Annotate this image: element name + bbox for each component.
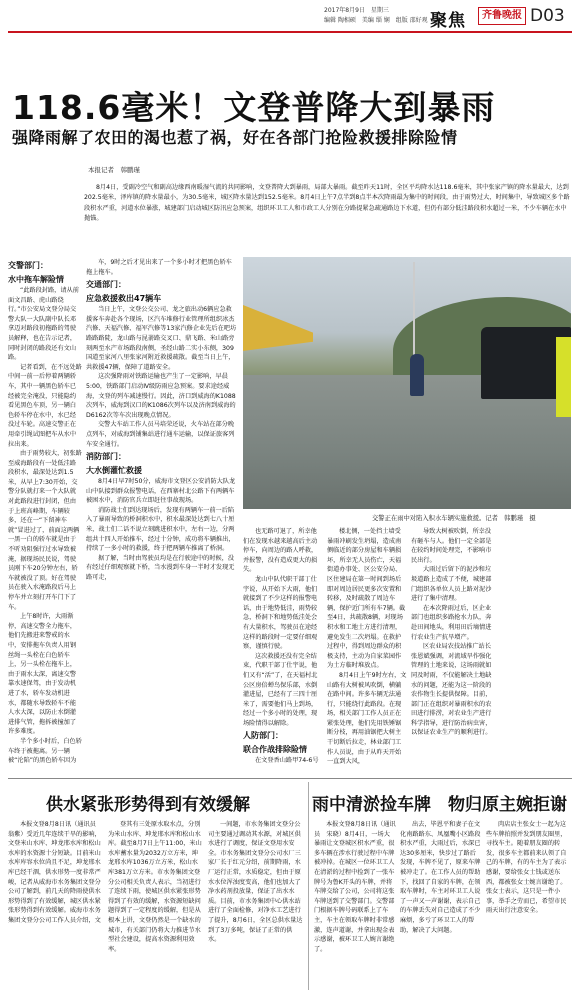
paragraph: 上午8时许，大雨渐停，高速交警全力拖车，他们先搬进来警戒的水中，安排拖车负责人用钢丝绳一头栓在白色轿车上，另一头栓在拖车上，由于雨水太深，离速交警靠水速保驾，由于发动机进了水，轿车发动机进水，都随水导致轿车不能人水大深，以防止水倒灌进排气管，拖拆被撞加了许多难度。 [8, 613, 77, 736]
section-heading: 消防部门： [86, 452, 126, 462]
paragraph: 由于雨势较大，初张路至威海路段有一处低洼路段积水，最深处达到1.5米，从早上7:30开始，交警分队就打来一个大队就对此路段进行封闭，但由于上班高峰期，车辆较多，还在一“下留神车就”冒进过了，前面这两辆一黑一白的轿车就是由于不听劝阻强行过水导致被淹，据现场民民说，驾驶员刚下车20分钟左右，轿车就被没了顶。好在驾驶员在驶入水淹路段后马上停车并立刻打开车门下了车。 [8, 450, 82, 611]
paragraph: 出去，毕恩平和妻子在文化南路路东、凤凰嘴小区路段积水严重，大雨过后，水深已达30多厘米，快步过了路后发现，车牌不见了，原来车牌被冲走了。在工作人员的帮助下，找回了自家的车牌，在领取车牌时，车主对环卫工人说了一声又一声谢谢，表示自己的车牌丢失对自己造成了不少麻烦，多亏了环卫工人的帮助，解决了大问题。 [400, 821, 481, 934]
photo-officer-vest [556, 337, 571, 417]
paragraph: 这次救援还没有完全结束，代职干部丁仕宇说，他们又有“活”了，在天福村北公区房倍蝉鸟保乐部，水倒灌进屋，已经有了三四十厘米了，需要他们马上到场，经过一个多小时的处理，现场险情得以解除。 [243, 652, 318, 727]
page-number: D03 [530, 6, 565, 26]
plate-article-col-3 [486, 820, 572, 990]
paragraph: 区农业局农技站推广站长张恩斌强调，对流域旱作强化管理的土地来说，这场雨就如同及时雨，不仅能解决土地缺水的问题，还能为这一阶段的农作物生长提供保障。目前，部门正在组织对暴雨积水的农田进行排涝，对农业生产进行科学指导，进行防治病虫害，以保证农业生产的顺利进行。 [411, 643, 492, 737]
paragraph: 据了解，当时由驾驶员均是在行驶途中的时候，没有经过仔细观察就下桥，当水漫到车身一半时才发现无路可走， [86, 554, 235, 582]
article-column-5 [411, 527, 493, 767]
lead-paragraph: 8月4日，受副冷空气和副高边缘西南暖湿气流的共同影响，文登普降大到暴雨，局部大暴雨。截至昨天11时，全区平均降水达118.6毫米，其中张家产镇的降水量最大，达到202.5毫米，泽库镇的降水量最小，为30.5毫米，城区降水量达到152.5毫米。8月4日上午7点半到8点半本次降雨最为集中的时间段，由于雨势过大，时间集中，导致城区多个路段积水严重，河道水位暴涨，城建部门启动城区防汛应急预案，组织环卫工人和市政工人分别在分路提紧急疏通路边下水道，但仍有部分低洼路段积水超过一米，不少车辆在水中抛锚。 [84, 184, 570, 223]
section-heading: 交通部门： [86, 280, 126, 290]
photo-caption: 交警正在雨中对陷入积水车辆实施救援。记者 韩鹏瑾 摄 [372, 515, 536, 522]
headline: 118.6毫米！文登普降大到暴雨 [12, 88, 496, 127]
water-article-col-3 [208, 820, 304, 990]
paragraph: 登其有三处原水取水点，分别为米山水库、坤龙邢水库和松山水库。截至8月7日上午11:00，米山水库蓄水量为2032万立方米，坤龙邢水库1036万立方米，松山水库381万立方米。市水务集团文登分公司相关负责人表示，当初进行了连续下雨，使城区供水紧张形势得到了有效的缓解，水资源短缺问题得到了一定程度的缓解，但是从根本上讲，文登仍然是一个缺水的城市，有关部门仍将大力推进节水型社会建设，提高水资源利用效率。 [108, 821, 202, 953]
photo-person [410, 354, 424, 396]
paragraph: 8月4日早7时50分，威海市文登区公安消防大队龙山中队接到群众报警电话，在西寨村北公路下有两辆车被困水中，消防官兵立即赶往事故现场。 [86, 478, 236, 505]
editor-credits: 编辑 陶相硕 美编 缁 娴 组版 邵好观 [324, 17, 428, 24]
header-rule [8, 31, 572, 33]
section-heading: 大水倒灌忙救援 [86, 466, 142, 476]
plate-article-col-1 [314, 820, 396, 990]
section-heading: 水中拖车解险情 [8, 275, 64, 284]
article-column-2 [86, 258, 238, 764]
section-heading: 应急救援救出47辆车 [86, 294, 162, 304]
water-article-col-2 [108, 820, 204, 990]
plate-article-col-2 [400, 820, 482, 990]
paragraph: 楼北侧，一处挡土墙受暴雨冲刷发生坍塌，造成南侧临近的部分房屋和车辆损坏，所幸无人员伤亡，天福街道办事处、区公安分局、区住建局在第一时间到场后即对周边居民更多次安置和转移，及时疏散了周边车辆，保护近门所有车7辆。截至4日，共疏散8辆，对现场积水和工地土方进行清理，避免发生二次坍塌。在救护过程中，得到周边群众的积极支持，主动为自家菜园作为土方临时堆放点。 [327, 528, 406, 670]
section-heading: 联合作战排除险情 [243, 745, 307, 755]
photo-awning [243, 305, 313, 351]
section-divider [8, 778, 572, 779]
paragraph: 一间题，市水务集团文登分公司主要通过调动其水源，对城区供水进行了调度，保证文登用水安全。市水务集团文登分公司水厂三家厂长于红元分绍，前期降雨，水厂运行正常，水质稳定，但由于原水水位浑浊度变高，他们也加大了净水药剂投放量，保证了出水水质。目前，市水务集团中心供水站进行了全面检修，对净水工艺进行了提升，8月6日，全区总供水量达到了3万多吨，保证了正常的供水。 [208, 821, 303, 944]
paragraph: 本报文登8月8日讯（通讯员 翁紫）受近几年连续干旱的影响，文登米山水库、坤龙邢水库和松山水库的水资源十分短缺。目前米山水库库容水位尚且不足，坤龙邢水库已经干涸，供水形势一度非常严峻，记者从威海市水务集团文登分公司了解到，前几天的降雨使供水形势得到了有效缓解，城区供水紧张形势得到有效缓解。威海市水务集团文登分公司工作人员介绍，文 [8, 821, 103, 924]
paragraph: 当日上午，文登公交公司、龙之旅出动6辆应急救援客车奔赴各个现场，区汽车堆修行业管理所组织冰杰汽修、天福汽修、福军汽修等13家汽修企业先后在吧坊路路路陡，龙山路与昆嵛路交叉口、鼎飞路、米山路旁刻两至水产市场路段南侧，圣经山路二实小东侧，309国道至家河八里张家河附近救援疏散。截至当日上午，共救援47辆，保障了道路安全。 [86, 306, 237, 371]
paragraph: “此路段封路，请从前面文昌路、虎山路绕行。”市公安局文登分局交警大队一大队副中队长邓拿迈对路段初拖路的驾驶员解释，也在告示记者，同时封闭的路段还有文山路。 [8, 287, 79, 362]
paragraph: 车，9时之后才见出来了一个多小时才把黑色轿车拖上拖车。 [86, 259, 232, 276]
paragraph: 半个多小时后，白色轿车终于被拖离。另一辆被“沦陷”的黑色轿车因为 [8, 737, 82, 764]
newspaper-logo: 齐鲁晚报 [478, 7, 526, 25]
paragraph: 在文登香山路甲74-6号 [255, 757, 319, 765]
section-heading: 人防部门： [243, 731, 283, 741]
article-column-1 [8, 258, 82, 764]
article-column-3 [243, 527, 323, 767]
paragraph: 也无路可退了，所幸他们在发现水越来越高后主动停车，向周边的路人呼救，并报警，没有造成更大的损失。 [243, 528, 318, 574]
article-headline-water-supply: 供水紧张形势得到有效缓解 [46, 795, 250, 815]
paragraph: 本报文登8月8日讯（通讯员 宋晓）8月4日，一场大暴雨让文登城区积水严重，很多车辆在涉水行驶过程中车牌被冲掉。在城区一位环卫工人在清淤的过程中捡到了一张车牌号为鲁K开头的车牌，并将车牌交给了公司，公司将这张车牌送到了交警部门。交警部门根据车牌号码联系上了车主，车主在领取车牌时非常感激，连声道谢，并拿出现金表示感谢，被环卫工人婉言谢绝了。 [314, 821, 396, 953]
paragraph: 导致大树被吹倒，所幸没有砸车与人。他们一定全部是在较约时间处理完，不影响市民出行。 [411, 528, 492, 564]
paragraph: 在本次降雨过后，区企业部门也组织多路抢水力队，奔赴田间地头，利用田后墒情进行农业生产抗旱增产。 [411, 604, 492, 641]
paragraph: 肉店店主张女士一起为这些车牌拍照并发到朋友圈里，寻找车主。随着朋友圈的转发，很多车主都前来认领了自己的车牌，有的车主为了表示感谢，要给张女士钱或送东西，都被张女士婉言谢绝了。张女士表示，这只是一件小事，举手之劳而已，希望市民雨天出行注意安全。 [486, 821, 567, 915]
byline: 本报记者 韩鹏瑾 [88, 166, 140, 174]
water-article-col-1 [8, 820, 104, 990]
column-divider [308, 782, 309, 990]
article-column-4 [327, 527, 407, 767]
paragraph: 这次强降雨对铁路运输也产生了一定影响，早晨5:00，铁路部门启动Ⅳ级防雨应急预案。要求途经威海，文登的列车减速慢行。因此，济口到威海的K1088次列车，威海到汉口的K1086次列车以及济南到威海的D6162次等车次出现晚点情况。 [86, 373, 236, 419]
article-headline-license-plates: 雨中清淤捡车牌 物归原主婉拒谢 [312, 795, 567, 815]
subheadline: 强降雨解了农田的渴也惹了祸，好在各部门抢险救援排除险情 [12, 128, 458, 147]
section-heading: 交警部门： [8, 261, 48, 270]
issue-date: 2017年8月9日 星期三 [324, 7, 389, 14]
paragraph: 大雨过后留下的泥沙和垃圾道路上造成了不便，城建部门组织各单位人员上路对泥沙进行了集中清理。 [411, 566, 492, 603]
paragraph: 记者看到，在不远处路中间一前一后停着两辆轿车，其中一辆黑色轿车已经被完全淹没，只能隐约看见黑色车顶，另一辆白色轿车停在水中，水已经没过车轮。高速交警正在用牵引绳试图把车从水中拉出来。 [8, 363, 82, 448]
paragraph: 龙山中队代职干部丁仕宇说，从开始下大雨，他们就接到了不少这样的报警电话，由于地势低洼，雨势较急，桥洞下和地势低洼处会有大量积水，驾驶员在途经这样的路段时一定要仔细观察，谨慎行驶。 [243, 575, 318, 651]
paragraph: 8月4日上午9时左右，文山路有大树被风吹倒，横躺在路中间。许多车辆无法通行，只能绕行此路段。在现场，相关部门工作人员正在紧张处理，他们先用铁锤锯断分枝，再用油锯把大树主干切断后拉走，林业部门工作人员说，由于从昨天开始一直到大风， [327, 671, 407, 766]
section-name: 聚焦 [430, 11, 466, 31]
news-photo [243, 257, 571, 509]
paragraph: 消防战士们到达现场后，发现有两辆车一前一后陷入了暴雨导致的桥洞积水中，积水最深处达到七八十厘米，战士们二话不说立刻跳进积水中，左右一边，分两组共十四人开始推车，经过十分钟，成功将车辆推出，持续了一多小时的救援，终于把两辆车推离了桥洞。 [86, 506, 235, 553]
page-header [0, 0, 580, 32]
paragraph: 交警大车站工作人员马培荣还说，火车站在部分晚点列车，对威海到铺集站进行通车运输，以保证旅客列车安全通行。 [86, 421, 235, 448]
